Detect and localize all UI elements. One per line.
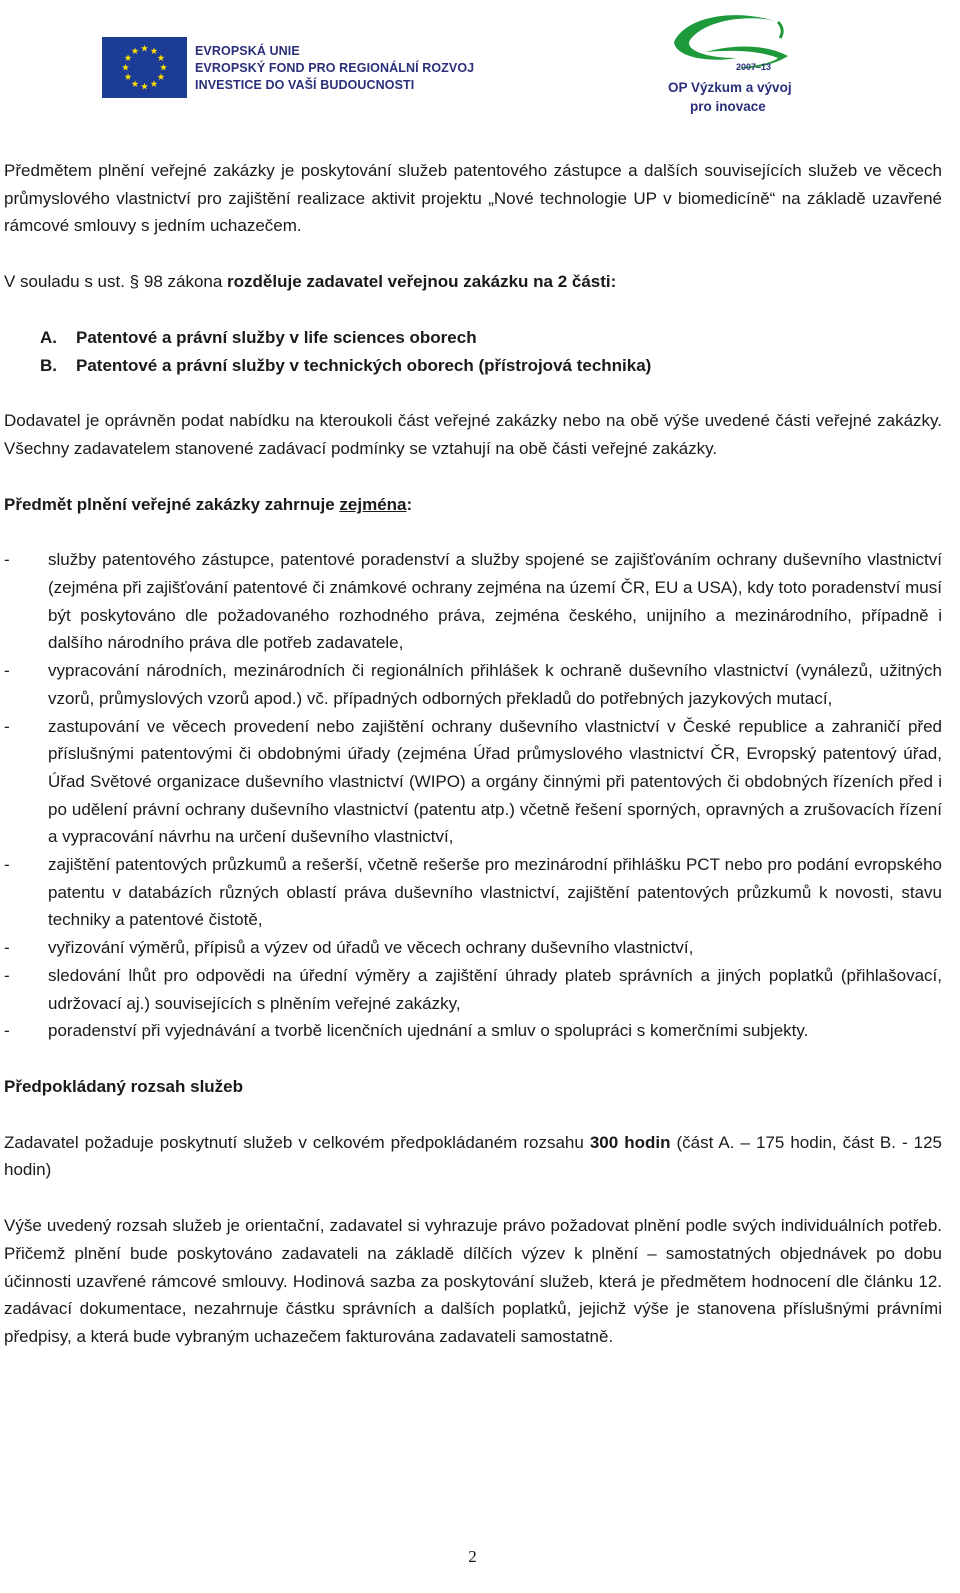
list-dash: - (4, 661, 10, 681)
division-paragraph (4, 268, 942, 296)
scope-item (4, 851, 942, 934)
scope-item-text: sledování lhůt pro odpovědi na úřední výměry a zajištění úhrady plateb správních a jiných poplatků (přihlašovací, udržovací aj.) souvisejících s plněním veřejné zakázky, (48, 965, 942, 1013)
scope-list (4, 546, 942, 1045)
part-text: Patentové a právní služby v life sciences oborech (76, 327, 477, 347)
part-text: Patentové a právní služby v technických oborech (přístrojová technika) (76, 355, 652, 375)
intro-paragraph: Předmětem plnění veřejné zakázky je poskytování služeb patentového zástupce a dalších souvisejících služeb ve věcech průmyslového vlastnictví pro zajištění realizace aktivit projektu „Nové technologie UP v biomedicíně“ na základě uzavřené rámcové smlouvy s jedním uchazečem. (4, 161, 942, 236)
scope-item-text: zastupování ve věcech provedení nebo zajištění ochrany duševního vlastnictví v České republice a zahraničí před příslušnými patentovými či obdobnými úřady (zejména Úřad průmyslového vlastnictví ČR, Evropský patentový úřad, Úřad Světové organizace duševního vlastnictví (WIPO) a orgány činnými při patentových či obdobných řízeních před i po udělení právní ochrany duševního vlastnictví (patentu atp.) včetně řešení sporných, opravných a zrušovacích řízení a vypracování návrhu na určení duševního vlastnictví, (48, 716, 942, 847)
list-dash: - (4, 1021, 10, 1041)
scope-item (4, 962, 942, 1017)
part-marker: B. (40, 355, 57, 375)
scope-heading-suffix: : (406, 494, 413, 514)
op-logo-subtitle: pro inovace (690, 99, 766, 114)
scope-item-text: vyřizování výměrů, přípisů a výzev od úřadů ve věcech ochrany duševního vlastnictví, (48, 938, 694, 958)
op-vavpi-logo (666, 8, 796, 118)
scope-item (4, 934, 942, 962)
scope-item-text: zajištění patentových průzkumů a rešerší, včetně rešerše pro mezinárodní přihlášku PCT nebo pro podání evropského patentu v databázích různých oblastí práva duševního vlastnictví, zajištění patentových průzkumů k novosti, stavu techniky a patentové čistotě, (48, 855, 942, 930)
document-body (4, 157, 942, 1351)
division-bold: rozděluje zadavatel veřejnou zakázku na 2 části: (227, 272, 617, 292)
part-item (4, 352, 942, 380)
division-prefix: V souladu s ust. § 98 zákona (4, 272, 228, 292)
expected-paragraph (4, 1129, 942, 1184)
list-dash: - (4, 716, 10, 736)
closing-paragraph: Výše uvedený rozsah služeb je orientační, zadavatel si vyhrazuje právo požadovat plnění podle svých individuálních potřeb. Přičemž plnění bude poskytováno zadavateli na základě dílčích výzev k plnění – samostatných objednávek po dobu účinnosti uzavřené rámcové smlouvy. Hodinová sazba za poskytování služeb, která je předmětem hodnocení dle článku 12. zadávací dokumentace, nezahrnuje částku správních a dalších poplatků, jejichž výše je stanovena příslušnými právními předpisy, a která bude vybraným uchazečem fakturována zadavateli samostatně. (4, 1216, 942, 1346)
parts-list (4, 324, 942, 379)
op-logo-title: OP Výzkum a vývoj (668, 80, 792, 95)
expected-hours: 300 hodin (589, 1132, 671, 1152)
scope-item-text: vypracování národních, mezinárodních či regionálních přihlášek k ochraně duševního vlastnictví (vynálezů, užitných vzorů, průmyslových vzorů apod.) vč. případných odborných překladů do potřebných jazykových mutací, (48, 661, 942, 708)
scope-item (4, 713, 942, 852)
eu-logo-line: EVROPSKÁ UNIE (195, 44, 300, 58)
eu-logo-text (195, 43, 474, 94)
list-dash: - (4, 855, 10, 875)
expected-prefix: Zadavatel požaduje poskytnutí služeb v celkovém předpokládaném rozsahu (4, 1132, 590, 1152)
eu-logo-line: INVESTICE DO VAŠÍ BUDOUCNOSTI (195, 78, 415, 92)
eu-logo (102, 37, 475, 99)
scope-item-text: poradenství při vyjednávání a tvorbě licenčních ujednání a smluv o spolupráci s komerčními subjekty. (48, 1021, 809, 1041)
part-item (4, 324, 942, 352)
scope-heading (4, 491, 942, 519)
eu-flag-icon (102, 37, 187, 98)
scope-item (4, 657, 942, 712)
expected-suffix: (část A. – 175 hodin, část B. - 125 hodin) (4, 1132, 942, 1180)
expected-heading: Předpokládaný rozsah služeb (4, 1076, 244, 1096)
supplier-note: Dodavatel je oprávněn podat nabídku na kteroukoli část veřejné zakázky nebo na obě výše uvedené části veřejné zakázky. Všechny zadavatelem stanovené zadávací podmínky se vztahují na obě části veřejné zakázky. (4, 411, 942, 458)
scope-item-text: služby patentového zástupce, patentové poradenství a služby spojené se zajišťováním ochrany duševního vlastnictví (zejména při zajišťování patentové či známkové ochrany zejména na území ČR, EU a USA), kdy toto poradenství musí být poskytováno dle požadovaného rozhodného práva, zejména českého, unijního a mezinárodního, případně i dalšího národního práva dle potřeb zadavatele, (48, 550, 942, 653)
list-dash: - (4, 965, 10, 985)
list-dash: - (4, 938, 10, 958)
scope-item (4, 1017, 942, 1045)
page-number: 2 (468, 1547, 477, 1566)
scope-item (4, 546, 942, 657)
eu-logo-line: EVROPSKÝ FOND PRO REGIONÁLNÍ ROZVOJ (195, 61, 475, 75)
scope-heading-underlined: zejména (339, 494, 407, 514)
op-logo-year: 2007–13 (736, 62, 772, 72)
swoosh-icon (666, 8, 796, 80)
scope-heading-text: Předmět plnění veřejné zakázky zahrnuje (4, 494, 340, 514)
list-dash: - (4, 550, 10, 570)
part-marker: A. (40, 327, 57, 347)
